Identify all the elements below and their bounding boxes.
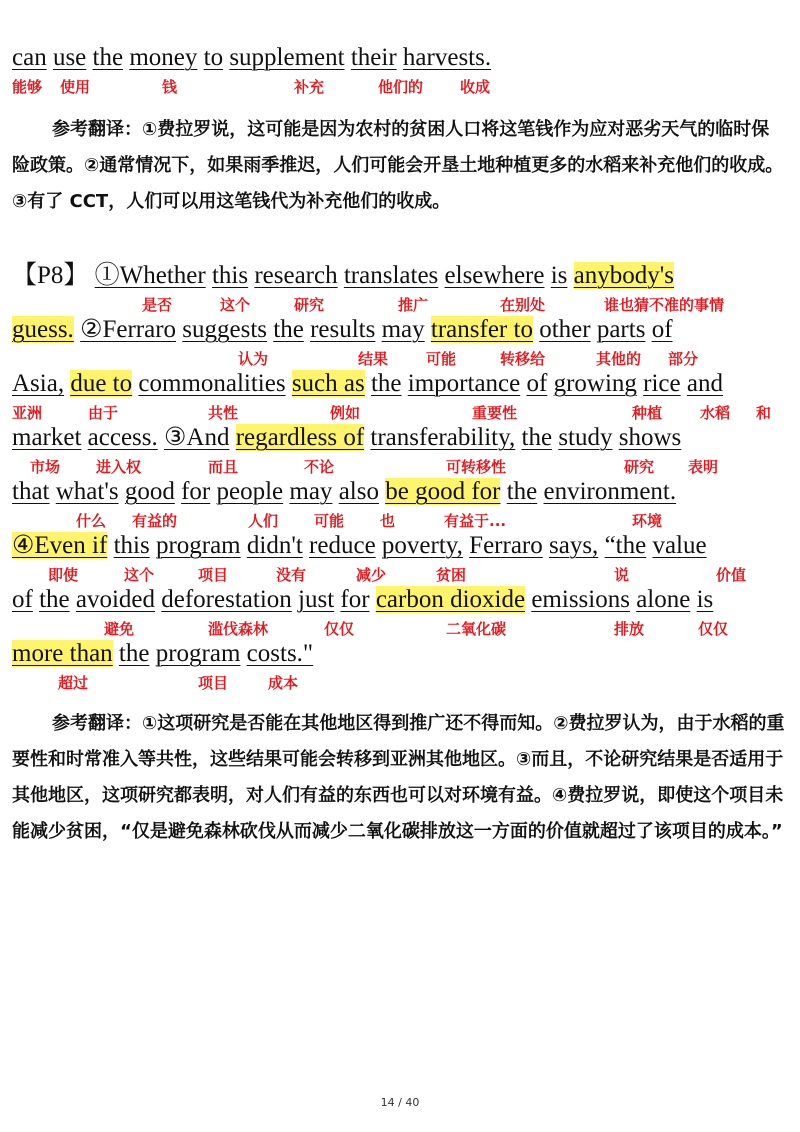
gloss: 说 bbox=[614, 566, 630, 584]
gloss: 价值 bbox=[716, 566, 747, 584]
word: reduce bbox=[309, 532, 376, 559]
gloss: 收成 bbox=[460, 78, 491, 96]
highlighted-phrase: due to bbox=[70, 370, 133, 397]
gloss: 人们 bbox=[248, 512, 279, 530]
word: ①Whether bbox=[94, 262, 206, 289]
gloss-line bbox=[12, 348, 792, 366]
word: what's bbox=[55, 478, 119, 505]
p8-line-4 bbox=[12, 420, 792, 474]
gloss-line bbox=[12, 672, 792, 690]
word: alone bbox=[636, 586, 691, 613]
highlighted-phrase: ④Even if bbox=[12, 532, 108, 559]
gloss: 滥伐森林 bbox=[208, 620, 269, 638]
word: of bbox=[526, 370, 548, 397]
gloss-line bbox=[12, 618, 792, 636]
highlighted-phrase: regardless of bbox=[235, 424, 365, 451]
p8-line-8 bbox=[12, 636, 792, 690]
gloss: 这个 bbox=[220, 296, 251, 314]
word: “the bbox=[604, 532, 647, 559]
english-line bbox=[12, 312, 792, 348]
gloss: 和 bbox=[756, 404, 772, 422]
p8-line-3 bbox=[12, 366, 792, 420]
gloss: 水稻 bbox=[700, 404, 731, 422]
gloss: 项目 bbox=[198, 566, 229, 584]
gloss: 部分 bbox=[668, 350, 699, 368]
word: and bbox=[686, 370, 723, 397]
gloss: 避免 bbox=[104, 620, 135, 638]
gloss-line bbox=[12, 510, 792, 528]
gloss: 可转移性 bbox=[446, 458, 507, 476]
translation-paragraph-1: 参考翻译：①费拉罗说，这可能是因为农村的贫困人口将这笔钱作为应对恶劣天气的临时保险政策。②通常情况下，如果雨季推迟，人们可能会开垦土地种植更多的水稻来补充他们的收成。③有了 CCT，人们可以用这笔钱代为补充他们的收成。 bbox=[12, 119, 784, 212]
gloss: 也 bbox=[380, 512, 396, 530]
highlighted-phrase: carbon dioxide bbox=[375, 586, 526, 613]
gloss: 可能 bbox=[314, 512, 345, 530]
word: access. bbox=[87, 424, 158, 451]
gloss: 没有 bbox=[276, 566, 307, 584]
gloss: 推广 bbox=[398, 296, 429, 314]
gloss: 由于 bbox=[88, 404, 119, 422]
gloss-line bbox=[12, 564, 792, 582]
english-line bbox=[12, 528, 792, 564]
gloss: 谁也猜不准的事情 bbox=[604, 296, 725, 314]
gloss: 重要性 bbox=[472, 404, 518, 422]
word: translates bbox=[343, 262, 439, 289]
gloss: 表明 bbox=[688, 458, 719, 476]
word: value bbox=[652, 532, 707, 559]
gloss: 二氧化碳 bbox=[446, 620, 507, 638]
p8-line-2 bbox=[12, 312, 792, 366]
p8-line-6 bbox=[12, 528, 792, 582]
word: can bbox=[12, 44, 47, 71]
word: for bbox=[340, 586, 370, 613]
word: elsewhere bbox=[444, 262, 545, 289]
intro-gloss-block bbox=[12, 40, 792, 94]
english-line bbox=[12, 636, 792, 672]
word: other bbox=[539, 316, 591, 343]
word: commonalities bbox=[138, 370, 286, 397]
gloss: 仅仅 bbox=[698, 620, 729, 638]
gloss-line bbox=[12, 76, 792, 94]
gloss: 在别处 bbox=[500, 296, 546, 314]
english-line bbox=[12, 258, 792, 294]
gloss: 这个 bbox=[124, 566, 155, 584]
word: shows bbox=[618, 424, 682, 451]
english-line bbox=[12, 474, 792, 510]
word: the bbox=[370, 370, 402, 397]
p8-line-1 bbox=[12, 258, 792, 312]
word: avoided bbox=[75, 586, 156, 613]
word: is bbox=[550, 262, 568, 289]
gloss: 研究 bbox=[294, 296, 325, 314]
gloss: 种植 bbox=[632, 404, 663, 422]
gloss: 仅仅 bbox=[324, 620, 355, 638]
word: of bbox=[12, 586, 33, 613]
word: Ferraro bbox=[469, 532, 543, 559]
word: the bbox=[39, 586, 70, 613]
word: importance bbox=[407, 370, 521, 397]
gloss: 减少 bbox=[356, 566, 387, 584]
word: the bbox=[506, 478, 538, 505]
highlighted-phrase: transfer to bbox=[430, 316, 533, 343]
word: ②Ferraro bbox=[80, 316, 177, 343]
word: deforestation bbox=[161, 586, 292, 613]
gloss: 有益的 bbox=[132, 512, 178, 530]
word: also bbox=[338, 478, 379, 505]
word: market bbox=[12, 424, 82, 451]
gloss: 结果 bbox=[358, 350, 389, 368]
word: growing bbox=[553, 370, 637, 397]
gloss: 而且 bbox=[208, 458, 239, 476]
word: results bbox=[310, 316, 376, 343]
gloss: 排放 bbox=[614, 620, 645, 638]
gloss: 使用 bbox=[60, 78, 91, 96]
gloss: 补充 bbox=[294, 78, 325, 96]
gloss: 他们的 bbox=[378, 78, 424, 96]
highlighted-phrase: guess. bbox=[12, 316, 74, 343]
word: environment. bbox=[543, 478, 677, 505]
p8-line-5 bbox=[12, 474, 792, 528]
word: use bbox=[52, 44, 87, 71]
word: just bbox=[298, 586, 335, 613]
gloss: 例如 bbox=[330, 404, 361, 422]
word: suggests bbox=[182, 316, 268, 343]
word: says, bbox=[549, 532, 599, 559]
word: the bbox=[273, 316, 304, 343]
highlighted-phrase: such as bbox=[291, 370, 365, 397]
word: to bbox=[203, 44, 224, 71]
gloss-line bbox=[12, 402, 792, 420]
paragraph-marker: 【P8】 bbox=[12, 262, 89, 289]
gloss: 能够 bbox=[12, 78, 43, 96]
word: Asia, bbox=[12, 370, 65, 397]
english-line bbox=[12, 582, 792, 618]
word: is bbox=[696, 586, 714, 613]
word: may bbox=[289, 478, 333, 505]
gloss: 不论 bbox=[304, 458, 335, 476]
page-number: 14 / 40 bbox=[380, 1096, 420, 1109]
word: the bbox=[521, 424, 553, 451]
gloss: 转移给 bbox=[500, 350, 546, 368]
gloss: 即使 bbox=[48, 566, 79, 584]
word: harvests. bbox=[402, 44, 492, 71]
highlighted-phrase: anybody's bbox=[573, 262, 675, 289]
word: that bbox=[12, 478, 50, 505]
word: supplement bbox=[229, 44, 345, 71]
translation-paragraph-2: 参考翻译：①这项研究是否能在其他地区得到推广还不得而知。②费拉罗认为，由于水稻的重要性和时常准入等共性，这些结果可能会转移到亚洲其他地区。③而且，不论研究结果是否适用于其他地区，这项研究都表明，对人们有益的东西也可以对环境有益。④费拉罗说，即使这个项目未能减少贫困，“仅是避免森林砍伐从而减少二氧化碳排放这一方面的价值就超过了该项目的成本。” bbox=[12, 713, 785, 842]
word: emissions bbox=[531, 586, 630, 613]
word: the bbox=[92, 44, 124, 71]
gloss: 什么 bbox=[76, 512, 107, 530]
word: poverty, bbox=[381, 532, 463, 559]
word: the bbox=[118, 640, 150, 667]
gloss: 进入权 bbox=[96, 458, 142, 476]
highlighted-phrase: more than bbox=[12, 640, 113, 667]
word: this bbox=[113, 532, 150, 559]
gloss: 研究 bbox=[624, 458, 655, 476]
word: research bbox=[254, 262, 338, 289]
english-line bbox=[12, 40, 792, 76]
gloss: 钱 bbox=[162, 78, 178, 96]
gloss: 其他的 bbox=[596, 350, 642, 368]
gloss: 市场 bbox=[30, 458, 61, 476]
gloss: 是否 bbox=[142, 296, 173, 314]
gloss: 环境 bbox=[632, 512, 663, 530]
word: people bbox=[216, 478, 284, 505]
p8-line-7 bbox=[12, 582, 792, 636]
gloss: 超过 bbox=[58, 674, 89, 692]
gloss: 共性 bbox=[208, 404, 239, 422]
english-line bbox=[12, 420, 792, 456]
highlighted-phrase: be good for bbox=[385, 478, 501, 505]
word: program bbox=[155, 640, 241, 667]
word: for bbox=[181, 478, 211, 505]
word: transferability, bbox=[370, 424, 516, 451]
word: study bbox=[558, 424, 613, 451]
word: parts bbox=[596, 316, 646, 343]
word: costs." bbox=[246, 640, 314, 667]
gloss: 项目 bbox=[198, 674, 229, 692]
word: of bbox=[651, 316, 673, 343]
word: rice bbox=[643, 370, 681, 397]
english-line bbox=[12, 366, 792, 402]
word: their bbox=[350, 44, 397, 71]
gloss: 成本 bbox=[268, 674, 299, 692]
gloss: 亚洲 bbox=[12, 404, 43, 422]
word: money bbox=[129, 44, 198, 71]
word: this bbox=[211, 262, 249, 289]
word: program bbox=[155, 532, 241, 559]
gloss: 认为 bbox=[238, 350, 269, 368]
gloss: 可能 bbox=[426, 350, 457, 368]
gloss: 贫困 bbox=[436, 566, 467, 584]
word: good bbox=[124, 478, 175, 505]
word: may bbox=[381, 316, 425, 343]
word: ③And bbox=[164, 424, 230, 451]
gloss-line bbox=[12, 456, 792, 474]
gloss: 有益于... bbox=[444, 512, 507, 530]
word: didn't bbox=[246, 532, 303, 559]
gloss-line bbox=[12, 294, 792, 312]
